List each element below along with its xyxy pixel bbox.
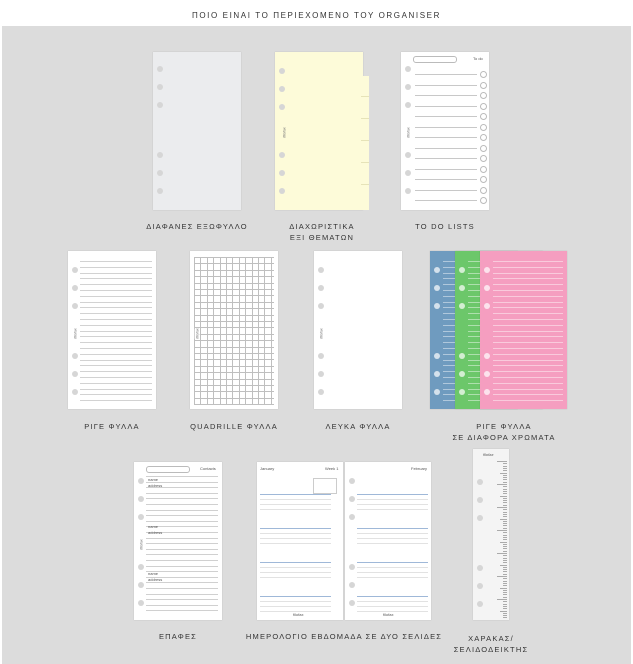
- ruled-line: [80, 354, 152, 355]
- ruler-tick: [503, 477, 507, 478]
- quadrille-sheet: filofax: [190, 251, 278, 409]
- coloured-sheet-pink: [480, 251, 567, 409]
- ruler-tick: [503, 463, 507, 464]
- contact-line: [146, 515, 218, 516]
- ruler-tick: [503, 578, 507, 579]
- contact-line: [146, 521, 218, 522]
- ruled-line: [80, 261, 152, 262]
- ruler-tick: [503, 516, 507, 517]
- ruler-tick: [503, 581, 507, 582]
- ruled-line: [493, 261, 563, 262]
- ruler-tick: [503, 493, 507, 494]
- diary-day-line: [357, 596, 428, 597]
- ruled-line: [493, 336, 563, 337]
- ruler-tick: [503, 608, 507, 609]
- ruler-tick: [503, 546, 507, 547]
- contact-line: [146, 594, 218, 595]
- quadrille-caption: QUADRILLE ΦΥΛΛΑ: [190, 422, 278, 431]
- todo-line: [415, 137, 477, 138]
- todo-line: [415, 85, 477, 86]
- diary-day-line: [260, 562, 331, 563]
- diary-ruled-line: [357, 611, 428, 612]
- ruled-sheet: filofax: [68, 251, 156, 409]
- ruled-line: [80, 290, 152, 291]
- diary-day-line: [260, 596, 331, 597]
- ruler-tick: [503, 500, 507, 501]
- ruler-tick: [503, 592, 507, 593]
- ruler-tick: [503, 491, 507, 492]
- ruler-tick: [503, 470, 507, 471]
- ruler-tick: [503, 532, 507, 533]
- ruler-tick: [503, 562, 507, 563]
- diary-ruled-line: [260, 504, 331, 505]
- coloured-caption: ΡΙΓΕ ΦΥΛΛΑ ΣΕ ΔΙΑΦΟΡΑ ΧΡΩΜΑΤΑ: [452, 422, 556, 442]
- diary-ruled-line: [357, 606, 428, 607]
- todo-sheet: To do filofax: [401, 52, 489, 210]
- checkbox-icon: [480, 155, 487, 162]
- todo-line: [415, 179, 477, 180]
- todo-line: [415, 200, 477, 201]
- diary-ruled-line: [260, 543, 331, 544]
- ruled-line: [493, 307, 563, 308]
- ruled-line: [80, 394, 152, 395]
- ruled-line: [80, 348, 152, 349]
- ruler-caption: ΧΑΡΑΚΑΣ/ ΣΕΛΙΔΟΔΕΙΚΤΗΣ: [453, 634, 529, 654]
- ruler-tick: [503, 594, 507, 595]
- ruled-line: [80, 313, 152, 314]
- ruled-line: [80, 319, 152, 320]
- diary-ruled-line: [260, 533, 331, 534]
- todo-line: [415, 116, 477, 117]
- grid-line: [245, 257, 246, 405]
- ruler-tick: [503, 601, 507, 602]
- ruler-tick: [503, 585, 507, 586]
- ruler-tick: [503, 479, 507, 480]
- ruler-tick: [503, 544, 507, 545]
- ruled-line: [493, 267, 563, 268]
- ruler-tick: [503, 486, 507, 487]
- ruler-tick: [500, 588, 507, 589]
- contact-line: [146, 605, 218, 606]
- ruled-line: [493, 302, 563, 303]
- ruler-tick: [503, 617, 507, 618]
- ruler-tick: [503, 523, 507, 524]
- grid-line: [207, 257, 208, 405]
- ruler-tick: [500, 611, 507, 612]
- diary-ruled-line: [260, 611, 331, 612]
- ruler-tick: [500, 473, 507, 474]
- ruled-line: [493, 389, 563, 390]
- ruled-line: [80, 400, 152, 401]
- ruled-line: [80, 284, 152, 285]
- todo-line: [415, 158, 477, 159]
- checkbox-icon: [480, 113, 487, 120]
- ruler-tick: [497, 553, 507, 554]
- ruled-line: [80, 360, 152, 361]
- dividers-caption: ΔΙΑΧΩΡΙΣΤΙΚΑ ΕΞΙ ΘΕΜΑΤΩΝ: [289, 222, 355, 242]
- checkbox-icon: [480, 124, 487, 131]
- contact-name-label: name: [148, 524, 159, 529]
- ruler-tick: [503, 521, 507, 522]
- ruler-tick: [497, 507, 507, 508]
- diary-ruled-line: [357, 533, 428, 534]
- ruler-tick: [503, 604, 507, 605]
- ruled-line: [80, 307, 152, 308]
- ruled-line: [493, 290, 563, 291]
- ruled-line: [493, 319, 563, 320]
- ruled-line: [80, 365, 152, 366]
- diary-ruled-line: [260, 567, 331, 568]
- grid-line: [200, 257, 201, 405]
- ruler-tick: [503, 475, 507, 476]
- ruler-tick: [503, 583, 507, 584]
- grid-line: [239, 257, 240, 405]
- ruled-line: [493, 284, 563, 285]
- contacts-caption: ΕΠΑΦΕΣ: [158, 632, 198, 641]
- checkbox-icon: [480, 103, 487, 110]
- diary-ruled-line: [357, 499, 428, 500]
- ruled-line: [80, 325, 152, 326]
- ruled-line: [493, 360, 563, 361]
- contacts-sheet: Contacts filofax name address name address name address: [134, 462, 222, 620]
- ruler-tick: [503, 555, 507, 556]
- todo-line: [415, 127, 477, 128]
- ruler-tick: [500, 496, 507, 497]
- ruler-tick: [500, 565, 507, 566]
- ruled-line: [493, 383, 563, 384]
- ruler-tick: [497, 484, 507, 485]
- checkbox-icon: [480, 187, 487, 194]
- ruler-tick: [503, 560, 507, 561]
- ruler-tick: [503, 606, 507, 607]
- diary-ruled-line: [260, 606, 331, 607]
- ruled-line: [493, 371, 563, 372]
- ruled-line: [80, 377, 152, 378]
- diary-ruled-line: [357, 538, 428, 539]
- diary-ruled-line: [357, 543, 428, 544]
- diary-right-page: February filofax: [345, 462, 431, 620]
- ruled-line: [80, 389, 152, 390]
- ruler-tick: [503, 514, 507, 515]
- todo-line: [415, 106, 477, 107]
- ruler-bookmark: filofax: [473, 449, 509, 620]
- ruler-tick: [500, 542, 507, 543]
- checkbox-icon: [480, 134, 487, 141]
- grid-line: [213, 257, 214, 405]
- ruler-tick: [503, 574, 507, 575]
- contact-line: [146, 510, 218, 511]
- ruler-tick: [503, 571, 507, 572]
- diary-ruled-line: [357, 577, 428, 578]
- ruler-tick: [503, 482, 507, 483]
- clear-cover-caption: ΔΙΑΦΑΝΕΣ ΕΞΩΦΥΛΛΟ: [146, 222, 248, 231]
- contact-address-label: address: [148, 530, 163, 535]
- contact-line: [146, 588, 218, 589]
- todo-line: [415, 74, 477, 75]
- grid-line: [232, 257, 233, 405]
- diary-ruled-line: [260, 538, 331, 539]
- diary-day-line: [357, 528, 428, 529]
- ruled-line: [80, 331, 152, 332]
- todo-line: [415, 190, 477, 191]
- ruler-tick: [500, 519, 507, 520]
- plain-sheet: filofax: [314, 251, 402, 409]
- grid-line: [252, 257, 253, 405]
- diary-day-line: [357, 562, 428, 563]
- ruled-line: [80, 371, 152, 372]
- checkbox-icon: [480, 145, 487, 152]
- ruler-tick: [503, 535, 507, 536]
- ruler-tick: [503, 558, 507, 559]
- contact-line: [146, 543, 218, 544]
- ruler-tick: [503, 551, 507, 552]
- diary-ruled-line: [357, 509, 428, 510]
- ruled-line: [493, 296, 563, 297]
- ruled-line: [80, 278, 152, 279]
- ruled-line: [493, 342, 563, 343]
- diary-ruled-line: [357, 601, 428, 602]
- ruled-line: [80, 296, 152, 297]
- diary-ruled-line: [357, 567, 428, 568]
- ruled-caption: ΡΙΓΕ ΦΥΛΛΑ: [84, 422, 140, 431]
- ruled-line: [80, 336, 152, 337]
- diary-day-line: [260, 494, 331, 495]
- checkbox-icon: [480, 166, 487, 173]
- todo-caption: TO DO LISTS: [415, 222, 475, 231]
- diary-ruled-line: [357, 504, 428, 505]
- contact-line: [146, 566, 218, 567]
- ruled-line: [493, 313, 563, 314]
- diary-day-line: [357, 494, 428, 495]
- ruler-tick: [497, 576, 507, 577]
- contact-line: [146, 493, 218, 494]
- ruler-tick: [503, 466, 507, 467]
- ruled-line: [80, 302, 152, 303]
- diary-ruled-line: [357, 572, 428, 573]
- todo-line: [415, 148, 477, 149]
- ruled-line: [493, 354, 563, 355]
- ruled-line: [493, 348, 563, 349]
- contact-line: [146, 582, 218, 583]
- diary-ruled-line: [260, 572, 331, 573]
- todo-line: [415, 95, 477, 96]
- diary-ruled-line: [260, 509, 331, 510]
- grid-line: [258, 257, 259, 405]
- contact-name-label: name: [148, 571, 159, 576]
- diary-ruled-line: [260, 601, 331, 602]
- diary-left-page: January Week 1 filofax: [257, 462, 343, 620]
- diary-ruled-line: [260, 577, 331, 578]
- todo-line: [415, 169, 477, 170]
- contact-line: [146, 599, 218, 600]
- grid-line: [264, 257, 265, 405]
- ruler-tick: [503, 505, 507, 506]
- contact-address-label: address: [148, 483, 163, 488]
- contact-line: [146, 538, 218, 539]
- ruler-tick: [503, 528, 507, 529]
- contact-line: [146, 498, 218, 499]
- ruled-line: [493, 278, 563, 279]
- ruler-tick: [503, 569, 507, 570]
- ruler-tick: [497, 530, 507, 531]
- ruled-line: [80, 342, 152, 343]
- page-title: ΠΟΙΟ ΕΙΝΑΙ ΤΟ ΠΕΡΙΕΧΟΜΕΝΟ ΤΟΥ ORGANISER: [191, 11, 441, 20]
- contact-line: [146, 610, 218, 611]
- ruler-tick: [503, 539, 507, 540]
- contact-line: [146, 554, 218, 555]
- ruler-tick: [503, 567, 507, 568]
- ruler-tick: [503, 502, 507, 503]
- clear-cover-sheet: [153, 52, 241, 210]
- checkbox-icon: [480, 71, 487, 78]
- ruler-tick: [497, 461, 507, 462]
- ruler-tick: [503, 597, 507, 598]
- contact-address-label: address: [148, 577, 163, 582]
- ruled-line: [493, 377, 563, 378]
- ruled-line: [493, 325, 563, 326]
- checkbox-icon: [480, 197, 487, 204]
- contact-name-label: name: [148, 477, 159, 482]
- ruler-tick: [497, 599, 507, 600]
- ruler-tick: [503, 468, 507, 469]
- grid-line: [271, 257, 272, 405]
- contact-line: [146, 560, 218, 561]
- grid-line: [220, 257, 221, 405]
- ruler-tick: [503, 537, 507, 538]
- diary-caption: ΗΜΕΡΟΛΟΓΙΟ ΕΒΔΟΜΑΔΑ ΣΕ ΔΥΟ ΣΕΛΙΔΕΣ: [245, 632, 443, 641]
- plain-caption: ΛΕΥΚΑ ΦΥΛΛΑ: [325, 422, 391, 431]
- divider-sheet: filofax: [275, 52, 363, 210]
- ruler-tick: [503, 498, 507, 499]
- ruled-line: [493, 365, 563, 366]
- checkbox-icon: [480, 176, 487, 183]
- ruler-tick: [503, 525, 507, 526]
- ruled-line: [493, 273, 563, 274]
- diary-ruled-line: [260, 499, 331, 500]
- contact-line: [146, 549, 218, 550]
- ruler-tick: [503, 548, 507, 549]
- ruled-line: [493, 394, 563, 395]
- ruler-tick: [503, 590, 507, 591]
- ruled-line: [80, 273, 152, 274]
- contact-line: [146, 504, 218, 505]
- ruler-tick: [503, 512, 507, 513]
- divider-tabs: [361, 76, 369, 210]
- checkbox-icon: [480, 92, 487, 99]
- ruled-line: [80, 267, 152, 268]
- ruler-tick: [503, 489, 507, 490]
- diary-day-line: [260, 528, 331, 529]
- checkbox-icon: [480, 82, 487, 89]
- ruled-line: [493, 331, 563, 332]
- ruled-line: [80, 383, 152, 384]
- ruler-tick: [503, 615, 507, 616]
- ruler-tick: [503, 613, 507, 614]
- grid-line: [226, 257, 227, 405]
- ruler-tick: [503, 509, 507, 510]
- ruled-line: [493, 400, 563, 401]
